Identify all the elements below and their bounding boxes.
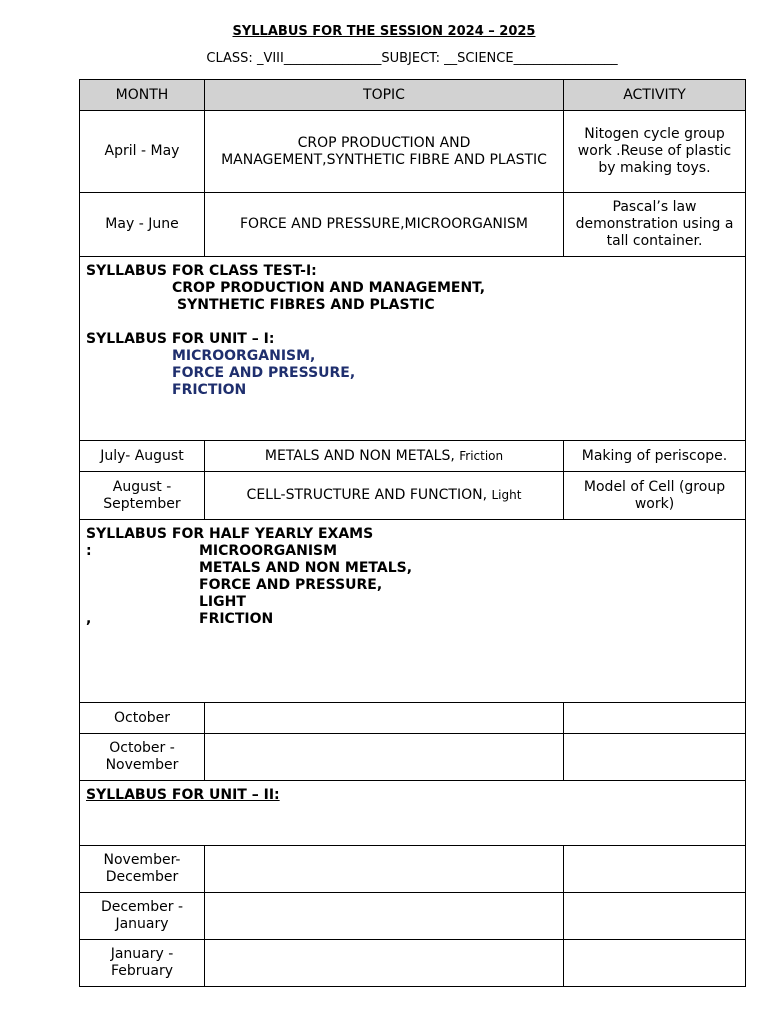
activity-cell: Pascal’s law demonstration using a tall container. (564, 193, 746, 257)
class-test-heading: SYLLABUS FOR CLASS TEST-I: (86, 263, 317, 279)
table-row (80, 940, 746, 987)
topic-cell (205, 472, 564, 520)
table-row (80, 703, 746, 734)
half-yearly-heading: SYLLABUS FOR HALF YEARLY EXAMS (86, 526, 374, 542)
topic-text: CELL-STRUCTURE AND FUNCTION, (246, 487, 488, 503)
table-row (80, 846, 746, 893)
half-yearly-item: LIGHT (199, 594, 246, 610)
syllabus-table (79, 79, 746, 987)
table-row (80, 193, 746, 257)
half-yearly-colon: : (86, 543, 92, 559)
month-cell: December - January (80, 893, 205, 940)
month-cell: October (80, 703, 205, 734)
activity-cell: Making of periscope. (564, 441, 746, 472)
half-yearly-item: FRICTION (199, 611, 274, 627)
header-topic: TOPIC (205, 80, 564, 111)
table-row (80, 111, 746, 193)
topic-cell (205, 940, 564, 987)
table-row (80, 472, 746, 520)
table-row (80, 893, 746, 940)
month-cell: November-December (80, 846, 205, 893)
header-activity: ACTIVITY (564, 80, 746, 111)
unit2-section (80, 781, 746, 846)
unit1-heading: SYLLABUS FOR UNIT – I: (86, 331, 275, 347)
topic-small-text: Friction (459, 448, 504, 463)
topic-cell: CROP PRODUCTION AND MANAGEMENT,SYNTHETIC FIBRE AND PLASTIC (205, 111, 564, 193)
table-row (80, 734, 746, 781)
month-cell: January - February (80, 940, 205, 987)
half-yearly-section (80, 520, 746, 703)
activity-cell: Nitogen cycle group work .Reuse of plastic by making toys. (564, 111, 746, 193)
class-subject-line: CLASS: _VIII_______________SUBJECT: __SCIENCE________________ (206, 51, 618, 66)
half-yearly-item: FORCE AND PRESSURE, (199, 577, 383, 593)
topic-cell: FORCE AND PRESSURE,MICROORGANISM (205, 193, 564, 257)
activity-cell (564, 940, 746, 987)
activity-cell (564, 846, 746, 893)
topic-cell (205, 893, 564, 940)
activity-cell (564, 734, 746, 781)
month-cell: May - June (80, 193, 205, 257)
month-cell: April - May (80, 111, 205, 193)
class-test-line: CROP PRODUCTION AND MANAGEMENT, (172, 280, 486, 296)
month-cell: July- August (80, 441, 205, 472)
month-cell: October - November (80, 734, 205, 781)
topic-small-text: Light (491, 488, 522, 502)
page-title: SYLLABUS FOR THE SESSION 2024 – 2025 (232, 24, 536, 39)
class-test-unit1-section (80, 257, 746, 441)
activity-cell (564, 703, 746, 734)
activity-cell: Model of Cell (group work) (564, 472, 746, 520)
topic-cell (205, 846, 564, 893)
header-month: MONTH (80, 80, 205, 111)
month-cell: August - September (80, 472, 205, 520)
topic-cell (205, 703, 564, 734)
topic-cell (205, 441, 564, 472)
unit2-heading: SYLLABUS FOR UNIT – II: (86, 787, 280, 803)
table-header-row (80, 80, 746, 111)
unit1-item: FRICTION (172, 382, 247, 398)
table-row (80, 441, 746, 472)
topic-text: METALS AND NON METALS, (264, 447, 455, 464)
unit1-item: FORCE AND PRESSURE, (172, 365, 356, 381)
unit1-item: MICROORGANISM, (172, 348, 316, 364)
half-yearly-comma: , (86, 611, 92, 627)
activity-cell (564, 893, 746, 940)
class-test-line: SYNTHETIC FIBRES AND PLASTIC (177, 297, 435, 313)
half-yearly-item: MICROORGANISM (199, 543, 338, 559)
half-yearly-item: METALS AND NON METALS, (199, 560, 413, 576)
topic-cell (205, 734, 564, 781)
